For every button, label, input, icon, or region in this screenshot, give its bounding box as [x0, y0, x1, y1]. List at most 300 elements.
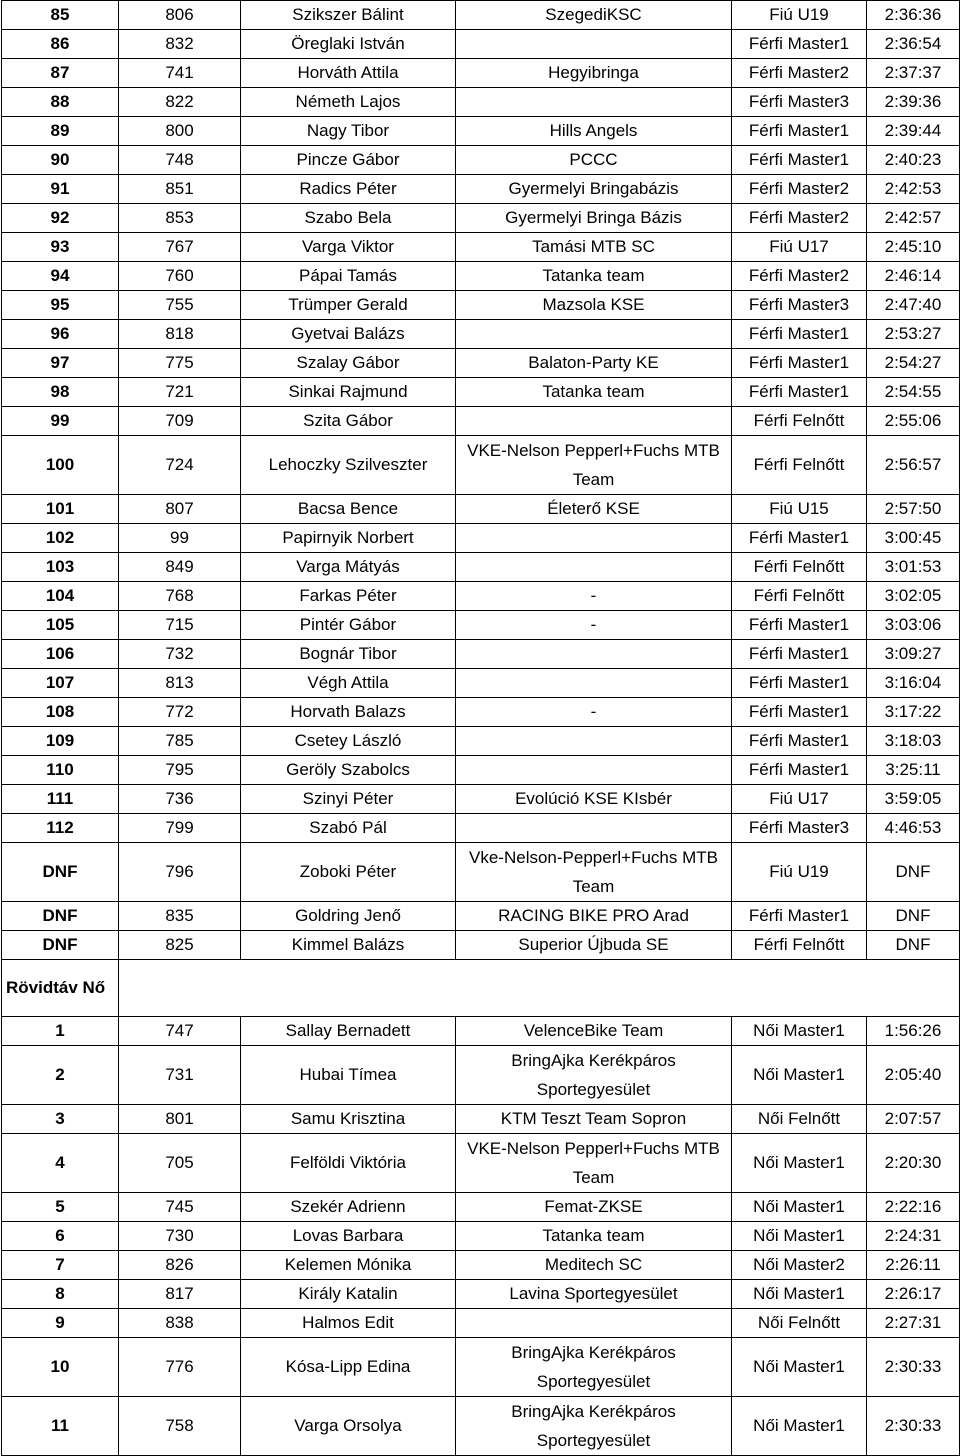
- category-cell: Férfi Master1: [732, 698, 867, 727]
- name-cell: Kelemen Mónika: [241, 1250, 456, 1279]
- table-row: [2, 1104, 960, 1133]
- bib-cell: 99: [119, 524, 241, 553]
- team-cell: Tatanka team: [456, 1221, 732, 1250]
- category-cell: Női Master1: [732, 1016, 867, 1045]
- name-cell: Horváth Attila: [241, 59, 456, 88]
- bib-cell: 796: [119, 843, 241, 902]
- bib-cell: 806: [119, 1, 241, 30]
- table-row: [2, 495, 960, 524]
- team-cell: Lavina Sportegyesület: [456, 1279, 732, 1308]
- category-cell: Férfi Master2: [732, 262, 867, 291]
- team-cell: [456, 30, 732, 59]
- category-cell: Férfi Master1: [732, 611, 867, 640]
- table-row: [2, 1396, 960, 1455]
- category-cell: Férfi Master1: [732, 524, 867, 553]
- place-cell: 93: [2, 233, 119, 262]
- place-cell: 107: [2, 669, 119, 698]
- place-cell: 91: [2, 175, 119, 204]
- section-row: [2, 960, 960, 1017]
- table-row: [2, 582, 960, 611]
- category-cell: Férfi Felnőtt: [732, 407, 867, 436]
- name-cell: Pintér Gábor: [241, 611, 456, 640]
- table-row: [2, 524, 960, 553]
- team-cell: [456, 640, 732, 669]
- bib-cell: 768: [119, 582, 241, 611]
- place-cell: DNF: [2, 931, 119, 960]
- bib-cell: 721: [119, 378, 241, 407]
- team-cell: Tamási MTB SC: [456, 233, 732, 262]
- bib-cell: 730: [119, 1221, 241, 1250]
- category-cell: Női Master2: [732, 1250, 867, 1279]
- time-cell: 2:39:36: [867, 88, 960, 117]
- table-row: [2, 756, 960, 785]
- place-cell: 10: [2, 1337, 119, 1396]
- bib-cell: 851: [119, 175, 241, 204]
- bib-cell: 825: [119, 931, 241, 960]
- bib-cell: 772: [119, 698, 241, 727]
- place-cell: 102: [2, 524, 119, 553]
- time-cell: 2:30:33: [867, 1396, 960, 1455]
- category-cell: Férfi Felnőtt: [732, 931, 867, 960]
- time-cell: 3:01:53: [867, 553, 960, 582]
- name-cell: Radics Péter: [241, 175, 456, 204]
- bib-cell: 745: [119, 1192, 241, 1221]
- category-cell: Női Master1: [732, 1192, 867, 1221]
- name-cell: Pápai Tamás: [241, 262, 456, 291]
- team-cell: [456, 727, 732, 756]
- section-header: [2, 960, 960, 1017]
- name-cell: Kósa-Lipp Edina: [241, 1337, 456, 1396]
- place-cell: 101: [2, 495, 119, 524]
- bib-cell: 709: [119, 407, 241, 436]
- time-cell: 2:37:37: [867, 59, 960, 88]
- place-cell: 94: [2, 262, 119, 291]
- place-cell: 99: [2, 407, 119, 436]
- team-cell: [456, 88, 732, 117]
- bib-cell: 807: [119, 495, 241, 524]
- time-cell: 4:46:53: [867, 814, 960, 843]
- category-cell: Női Felnőtt: [732, 1104, 867, 1133]
- table-row: [2, 902, 960, 931]
- table-row: [2, 1045, 960, 1104]
- team-cell: Gyermelyi Bringa Bázis: [456, 204, 732, 233]
- place-cell: 9: [2, 1308, 119, 1337]
- time-cell: 2:05:40: [867, 1045, 960, 1104]
- team-cell: KTM Teszt Team Sopron: [456, 1104, 732, 1133]
- time-cell: 3:02:05: [867, 582, 960, 611]
- team-cell: Gyermelyi Bringabázis: [456, 175, 732, 204]
- time-cell: 2:30:33: [867, 1337, 960, 1396]
- name-cell: Farkas Péter: [241, 582, 456, 611]
- place-cell: 104: [2, 582, 119, 611]
- time-cell: 3:09:27: [867, 640, 960, 669]
- name-cell: Szabó Pál: [241, 814, 456, 843]
- team-cell: [456, 320, 732, 349]
- category-cell: Női Master1: [732, 1133, 867, 1192]
- table-row: [2, 1250, 960, 1279]
- category-cell: Férfi Master2: [732, 59, 867, 88]
- bib-cell: 799: [119, 814, 241, 843]
- time-cell: 2:36:36: [867, 1, 960, 30]
- table-row: [2, 785, 960, 814]
- name-cell: Samu Krisztina: [241, 1104, 456, 1133]
- category-cell: Férfi Master1: [732, 320, 867, 349]
- team-cell: Superior Újbuda SE: [456, 931, 732, 960]
- bib-cell: 832: [119, 30, 241, 59]
- team-cell: [456, 524, 732, 553]
- name-cell: Szekér Adrienn: [241, 1192, 456, 1221]
- time-cell: 3:00:45: [867, 524, 960, 553]
- name-cell: Szita Gábor: [241, 407, 456, 436]
- table-row: [2, 669, 960, 698]
- name-cell: Végh Attila: [241, 669, 456, 698]
- name-cell: Halmos Edit: [241, 1308, 456, 1337]
- team-cell: Tatanka team: [456, 262, 732, 291]
- team-cell: BringAjka Kerékpáros Sportegyesület: [456, 1045, 732, 1104]
- category-cell: Fiú U19: [732, 1, 867, 30]
- place-cell: 1: [2, 1016, 119, 1045]
- team-cell: SzegediKSC: [456, 1, 732, 30]
- time-cell: 2:07:57: [867, 1104, 960, 1133]
- table-row: [2, 1337, 960, 1396]
- time-cell: 1:56:26: [867, 1016, 960, 1045]
- category-cell: Női Master1: [732, 1221, 867, 1250]
- table-row: [2, 349, 960, 378]
- name-cell: Szalay Gábor: [241, 349, 456, 378]
- team-cell: -: [456, 582, 732, 611]
- bib-cell: 775: [119, 349, 241, 378]
- name-cell: Lovas Barbara: [241, 1221, 456, 1250]
- bib-cell: 795: [119, 756, 241, 785]
- bib-cell: 758: [119, 1396, 241, 1455]
- time-cell: 3:59:05: [867, 785, 960, 814]
- name-cell: Sallay Bernadett: [241, 1016, 456, 1045]
- name-cell: Hubai Tímea: [241, 1045, 456, 1104]
- category-cell: Fiú U19: [732, 843, 867, 902]
- category-cell: Női Felnőtt: [732, 1308, 867, 1337]
- table-row: [2, 436, 960, 495]
- time-cell: 2:55:06: [867, 407, 960, 436]
- name-cell: Bacsa Bence: [241, 495, 456, 524]
- name-cell: Gyetvai Balázs: [241, 320, 456, 349]
- category-cell: Férfi Master1: [732, 378, 867, 407]
- table-row: [2, 204, 960, 233]
- category-cell: Férfi Master1: [732, 902, 867, 931]
- table-row: [2, 262, 960, 291]
- table-row: [2, 1, 960, 30]
- table-row: [2, 553, 960, 582]
- place-cell: 87: [2, 59, 119, 88]
- place-cell: 4: [2, 1133, 119, 1192]
- men-results-body: [2, 1, 960, 960]
- time-cell: 2:42:53: [867, 175, 960, 204]
- name-cell: Király Katalin: [241, 1279, 456, 1308]
- category-cell: Férfi Master1: [732, 727, 867, 756]
- category-cell: Férfi Felnőtt: [732, 582, 867, 611]
- category-cell: Férfi Master3: [732, 291, 867, 320]
- bib-cell: 748: [119, 146, 241, 175]
- category-cell: Férfi Master1: [732, 117, 867, 146]
- team-cell: [456, 814, 732, 843]
- bib-cell: 705: [119, 1133, 241, 1192]
- team-cell: VKE-Nelson Pepperl+Fuchs MTB Team: [456, 1133, 732, 1192]
- name-cell: Geröly Szabolcs: [241, 756, 456, 785]
- time-cell: 2:54:55: [867, 378, 960, 407]
- name-cell: Szikszer Bálint: [241, 1, 456, 30]
- team-cell: RACING BIKE PRO Arad: [456, 902, 732, 931]
- team-cell: [456, 669, 732, 698]
- place-cell: 109: [2, 727, 119, 756]
- bib-cell: 817: [119, 1279, 241, 1308]
- place-cell: 111: [2, 785, 119, 814]
- table-row: [2, 407, 960, 436]
- bib-cell: 715: [119, 611, 241, 640]
- bib-cell: 835: [119, 902, 241, 931]
- team-cell: Mazsola KSE: [456, 291, 732, 320]
- name-cell: Kimmel Balázs: [241, 931, 456, 960]
- place-cell: 105: [2, 611, 119, 640]
- bib-cell: 747: [119, 1016, 241, 1045]
- time-cell: 2:22:16: [867, 1192, 960, 1221]
- results-table: [1, 0, 960, 1456]
- time-cell: 2:39:44: [867, 117, 960, 146]
- place-cell: 98: [2, 378, 119, 407]
- table-row: [2, 1308, 960, 1337]
- time-cell: 2:42:57: [867, 204, 960, 233]
- time-cell: 2:36:54: [867, 30, 960, 59]
- name-cell: Csetey László: [241, 727, 456, 756]
- name-cell: Varga Mátyás: [241, 553, 456, 582]
- time-cell: 2:45:10: [867, 233, 960, 262]
- team-cell: PCCC: [456, 146, 732, 175]
- team-cell: -: [456, 698, 732, 727]
- name-cell: Szabo Bela: [241, 204, 456, 233]
- time-cell: 2:47:40: [867, 291, 960, 320]
- category-cell: Fiú U17: [732, 785, 867, 814]
- category-cell: Férfi Master1: [732, 146, 867, 175]
- table-row: [2, 1016, 960, 1045]
- bib-cell: 741: [119, 59, 241, 88]
- place-cell: 97: [2, 349, 119, 378]
- team-cell: Femat-ZKSE: [456, 1192, 732, 1221]
- name-cell: Zoboki Péter: [241, 843, 456, 902]
- bib-cell: 849: [119, 553, 241, 582]
- table-row: [2, 146, 960, 175]
- place-cell: 85: [2, 1, 119, 30]
- place-cell: 92: [2, 204, 119, 233]
- table-row: [2, 320, 960, 349]
- table-row: [2, 698, 960, 727]
- team-cell: BringAjka Kerékpáros Sportegyesület: [456, 1396, 732, 1455]
- name-cell: Papirnyik Norbert: [241, 524, 456, 553]
- place-cell: 3: [2, 1104, 119, 1133]
- category-cell: Férfi Master1: [732, 756, 867, 785]
- table-row: [2, 233, 960, 262]
- category-cell: Férfi Master3: [732, 88, 867, 117]
- place-cell: 2: [2, 1045, 119, 1104]
- team-cell: Vke-Nelson-Pepperl+Fuchs MTB Team: [456, 843, 732, 902]
- place-cell: 108: [2, 698, 119, 727]
- table-row: [2, 117, 960, 146]
- name-cell: Sinkai Rajmund: [241, 378, 456, 407]
- bib-cell: 800: [119, 117, 241, 146]
- team-cell: Életerő KSE: [456, 495, 732, 524]
- team-cell: Evolúció KSE KIsbér: [456, 785, 732, 814]
- category-cell: Férfi Master1: [732, 30, 867, 59]
- bib-cell: 731: [119, 1045, 241, 1104]
- table-row: [2, 843, 960, 902]
- place-cell: 7: [2, 1250, 119, 1279]
- bib-cell: 732: [119, 640, 241, 669]
- name-cell: Goldring Jenő: [241, 902, 456, 931]
- table-row: [2, 1221, 960, 1250]
- place-cell: 112: [2, 814, 119, 843]
- time-cell: 2:46:14: [867, 262, 960, 291]
- place-cell: 86: [2, 30, 119, 59]
- women-results-body: [2, 1016, 960, 1455]
- time-cell: 2:57:50: [867, 495, 960, 524]
- bib-cell: 838: [119, 1308, 241, 1337]
- place-cell: 100: [2, 436, 119, 495]
- table-row: [2, 640, 960, 669]
- place-cell: DNF: [2, 843, 119, 902]
- time-cell: 2:24:31: [867, 1221, 960, 1250]
- team-cell: [456, 407, 732, 436]
- name-cell: Varga Orsolya: [241, 1396, 456, 1455]
- bib-cell: 785: [119, 727, 241, 756]
- table-row: [2, 814, 960, 843]
- place-cell: DNF: [2, 902, 119, 931]
- team-cell: [456, 756, 732, 785]
- category-cell: Női Master1: [732, 1396, 867, 1455]
- table-row: [2, 175, 960, 204]
- table-row: [2, 30, 960, 59]
- section-label: Rövidtáv Nő: [2, 960, 119, 1017]
- time-cell: 2:56:57: [867, 436, 960, 495]
- name-cell: Varga Viktor: [241, 233, 456, 262]
- table-row: [2, 727, 960, 756]
- category-cell: Női Master1: [732, 1279, 867, 1308]
- table-row: [2, 59, 960, 88]
- category-cell: Férfi Master1: [732, 349, 867, 378]
- team-cell: BringAjka Kerékpáros Sportegyesület: [456, 1337, 732, 1396]
- category-cell: Fiú U15: [732, 495, 867, 524]
- category-cell: Férfi Master3: [732, 814, 867, 843]
- team-cell: Hills Angels: [456, 117, 732, 146]
- time-cell: 3:03:06: [867, 611, 960, 640]
- bib-cell: 724: [119, 436, 241, 495]
- category-cell: Férfi Master2: [732, 204, 867, 233]
- name-cell: Nagy Tibor: [241, 117, 456, 146]
- table-row: [2, 611, 960, 640]
- bib-cell: 776: [119, 1337, 241, 1396]
- table-row: [2, 88, 960, 117]
- time-cell: 3:16:04: [867, 669, 960, 698]
- place-cell: 90: [2, 146, 119, 175]
- name-cell: Trümper Gerald: [241, 291, 456, 320]
- table-row: [2, 931, 960, 960]
- place-cell: 96: [2, 320, 119, 349]
- category-cell: Férfi Felnőtt: [732, 553, 867, 582]
- time-cell: 2:26:17: [867, 1279, 960, 1308]
- bib-cell: 813: [119, 669, 241, 698]
- team-cell: Balaton-Party KE: [456, 349, 732, 378]
- place-cell: 88: [2, 88, 119, 117]
- place-cell: 103: [2, 553, 119, 582]
- team-cell: VKE-Nelson Pepperl+Fuchs MTB Team: [456, 436, 732, 495]
- table-row: [2, 1133, 960, 1192]
- bib-cell: 801: [119, 1104, 241, 1133]
- time-cell: 2:40:23: [867, 146, 960, 175]
- name-cell: Szinyi Péter: [241, 785, 456, 814]
- place-cell: 110: [2, 756, 119, 785]
- name-cell: Horvath Balazs: [241, 698, 456, 727]
- category-cell: Férfi Master1: [732, 640, 867, 669]
- category-cell: Férfi Master2: [732, 175, 867, 204]
- category-cell: Női Master1: [732, 1045, 867, 1104]
- bib-cell: 822: [119, 88, 241, 117]
- place-cell: 8: [2, 1279, 119, 1308]
- category-cell: Női Master1: [732, 1337, 867, 1396]
- bib-cell: 760: [119, 262, 241, 291]
- time-cell: 3:25:11: [867, 756, 960, 785]
- time-cell: DNF: [867, 902, 960, 931]
- name-cell: Pincze Gábor: [241, 146, 456, 175]
- time-cell: DNF: [867, 931, 960, 960]
- bib-cell: 826: [119, 1250, 241, 1279]
- bib-cell: 818: [119, 320, 241, 349]
- section-empty: [119, 960, 960, 1017]
- team-cell: Meditech SC: [456, 1250, 732, 1279]
- place-cell: 89: [2, 117, 119, 146]
- place-cell: 95: [2, 291, 119, 320]
- time-cell: 3:17:22: [867, 698, 960, 727]
- team-cell: Hegyibringa: [456, 59, 732, 88]
- bib-cell: 736: [119, 785, 241, 814]
- name-cell: Németh Lajos: [241, 88, 456, 117]
- table-row: [2, 291, 960, 320]
- name-cell: Bognár Tibor: [241, 640, 456, 669]
- time-cell: 2:53:27: [867, 320, 960, 349]
- team-cell: -: [456, 611, 732, 640]
- category-cell: Férfi Master1: [732, 669, 867, 698]
- time-cell: 2:27:31: [867, 1308, 960, 1337]
- team-cell: [456, 1308, 732, 1337]
- category-cell: Férfi Felnőtt: [732, 436, 867, 495]
- time-cell: 3:18:03: [867, 727, 960, 756]
- table-row: [2, 1192, 960, 1221]
- time-cell: 2:26:11: [867, 1250, 960, 1279]
- bib-cell: 767: [119, 233, 241, 262]
- place-cell: 6: [2, 1221, 119, 1250]
- name-cell: Öreglaki István: [241, 30, 456, 59]
- bib-cell: 853: [119, 204, 241, 233]
- time-cell: DNF: [867, 843, 960, 902]
- team-cell: Tatanka team: [456, 378, 732, 407]
- name-cell: Lehoczky Szilveszter: [241, 436, 456, 495]
- place-cell: 106: [2, 640, 119, 669]
- place-cell: 11: [2, 1396, 119, 1455]
- place-cell: 5: [2, 1192, 119, 1221]
- table-row: [2, 378, 960, 407]
- name-cell: Felföldi Viktória: [241, 1133, 456, 1192]
- time-cell: 2:54:27: [867, 349, 960, 378]
- category-cell: Fiú U17: [732, 233, 867, 262]
- time-cell: 2:20:30: [867, 1133, 960, 1192]
- bib-cell: 755: [119, 291, 241, 320]
- table-row: [2, 1279, 960, 1308]
- team-cell: [456, 553, 732, 582]
